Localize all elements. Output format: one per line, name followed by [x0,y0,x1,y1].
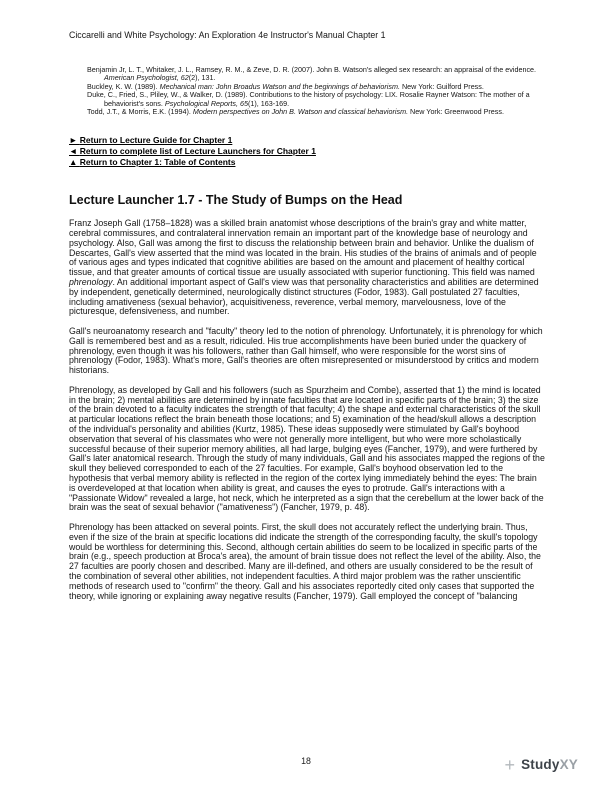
nav-link-return-launcher-list[interactable] [69,147,316,157]
paragraph: Gall's neuroanatomy research and "faculty" theory led to the notion of phrenology. Unfortunately, it is phrenology for which Gall is remembered best and as a result, ridiculed. His true accomplishments have been buried under the quackery of phrenology, even though it was his followers, rather than Gall himself, who were responsible for the worst sins of phrenology (Fodor, 1983). What's more, Gall's theories are often misrepresented or misunderstood by critics and modern historians. [69,325,543,376]
plus-icon: + [504,754,516,775]
references-list [87,66,539,116]
nav-link-return-lecture-guide[interactable] [69,136,232,146]
up-arrow-icon: ▲ [69,156,80,167]
document-header-title: Ciccarelli and White Psychology: An Exploration 4e Instructor's Manual Chapter 1 [69,30,386,40]
nav-link-label: Return to complete list of Lecture Launchers for Chapter 1 [79,146,316,157]
studyxy-logo [504,754,578,775]
brand-name [521,757,578,772]
reference-item: Todd, J.T., & Morris, E.K. (1994). Modern perspectives on John B. Watson and classical behaviorism. New York: Greenwood Press. [87,107,504,117]
brand-name-xy: XY [559,757,578,772]
brand-name-study: Study [521,757,560,772]
section-title: Lecture Launcher 1.7 - The Study of Bumps on the Head [69,193,403,208]
reference-item: Buckley, K. W. (1989). Mechanical man: John Broadus Watson and the beginnings of behaviorism. New York: Guilford Press. [87,81,484,91]
nav-link-label: Return to Lecture Guide for Chapter 1 [79,135,233,146]
paragraph: Franz Joseph Gall (1758–1828) was a skilled brain anatomist whose descriptions of the brain's gray and white matter, cerebral commissures, and contralateral innervation remain an important part of the knowledge base of neurology and psychology. Also, Gall was among the first to discuss the relationship between brain and behavior. Unlike the dualism of Descartes, Gall's view asserted that the mind was located in the brain. His studies of the brains of animals and of people of various ages and types indicated that cognitive abilities are based on the amount and placement of healthy cortical tissue, and that greater amounts of cortical tissue are usually associated with superior functioning. This field was named phrenology. An additional important aspect of Gall's view was that personality characteristics and abilities are determined by independent, genetically determined, neurologically distinct structures (Fodor, 1983). Gall postulated 27 faculties, including amativeness (sexual behavior), acquisitiveness, reverence, verbal memory, marvelousness, love of the picturesque, defensiveness, and number. [69,218,539,317]
reference-item: Benjamin Jr, L. T., Whitaker, J. L., Ramsey, R. M., & Zeve, D. R. (2007). John B. Watson's alleged sex research: an appraisal of the evidence. American Psychologist, 62(2), 131. [87,65,537,83]
reference-item: Duke, C., Fried, S., Pliley, W., & Walker, D. (1989). Contributions to the history of psychology: LIX. Rosalie Rayner Watson: The mother of a behaviorist's sons. Psychological Reports, 65(1), 163-169. [87,90,530,108]
nav-link-return-toc[interactable] [69,158,235,168]
left-arrow-icon: ◄ [69,146,80,157]
article-body [69,219,545,601]
nav-links [69,136,545,167]
paragraph: Phrenology, as developed by Gall and his followers (such as Spurzheim and Combe), asserted that 1) the mind is located in the brain; 2) mental abilities are determined by innate faculties that are located in specific parts of the brain; 3) the size of the brain devoted to a faculty indicates the strength of that faculty; 4) the shape and external characteristics of the skull at particular locations reflect the brain beneath those locations; and 5) examination of the head/skull allows a description of the individual's personality and abilities (Kurtz, 1985). These ideas supposedly were stimulated by Gall's boyhood observation that several of his classmates who were not generally more intelligent, but who were more scholastically successful because of their superior memory abilities, all had large, bulging eyes (Fancher, 1979), and were furthered by Gall's later anatomical research. Through the study of many individuals, Gall and his associates mapped the regions of the skull they believed corresponded to each of the 27 faculties. For example, Gall's boyhood observation led to the hypothesis that verbal memory ability is reflected in the region of the cortex lying immediately behind the eyes: The brain is overdeveloped at that location when ability is great, and causes the eyes to protrude. Gall's interactions with a "Passionate Widow" revealed a large, hot neck, which he interpreted as a sign that the cerebellum at the lower back of the brain was the seat of sexual behavior ("amativeness") (Fancher, 1979, p. 48). [69,384,545,513]
paragraph: Phrenology has been attacked on several points. First, the skull does not accurately reflect the underlying brain. Thus, even if the size of the brain at specific locations did indicate the strength of the corresponding faculty, the skull's topology would be worthless for determining this. Second, although certain abilities do seem to be localized in specific parts of the brain (e.g., speech production at Broca's area), the amount of brain tissue does not reflect the level of the ability. Also, the 27 faculties are poorly chosen and described. Many are ill-defined, and others are usually considered to be the result of the combination of several other abilities, not independent faculties. A third major problem was the rather unscientific methods of research used to "confirm" the theory. Gall and his associates reportedly cited only cases that supported the theory, while ignoring or explaining away negative results (Fancher, 1979). Gall employed the concept of "balancing [69,521,541,601]
nav-link-label: Return to Chapter 1: Table of Contents [79,156,236,167]
page-number: 18 [301,756,311,766]
right-arrow-icon: ► [69,135,80,146]
